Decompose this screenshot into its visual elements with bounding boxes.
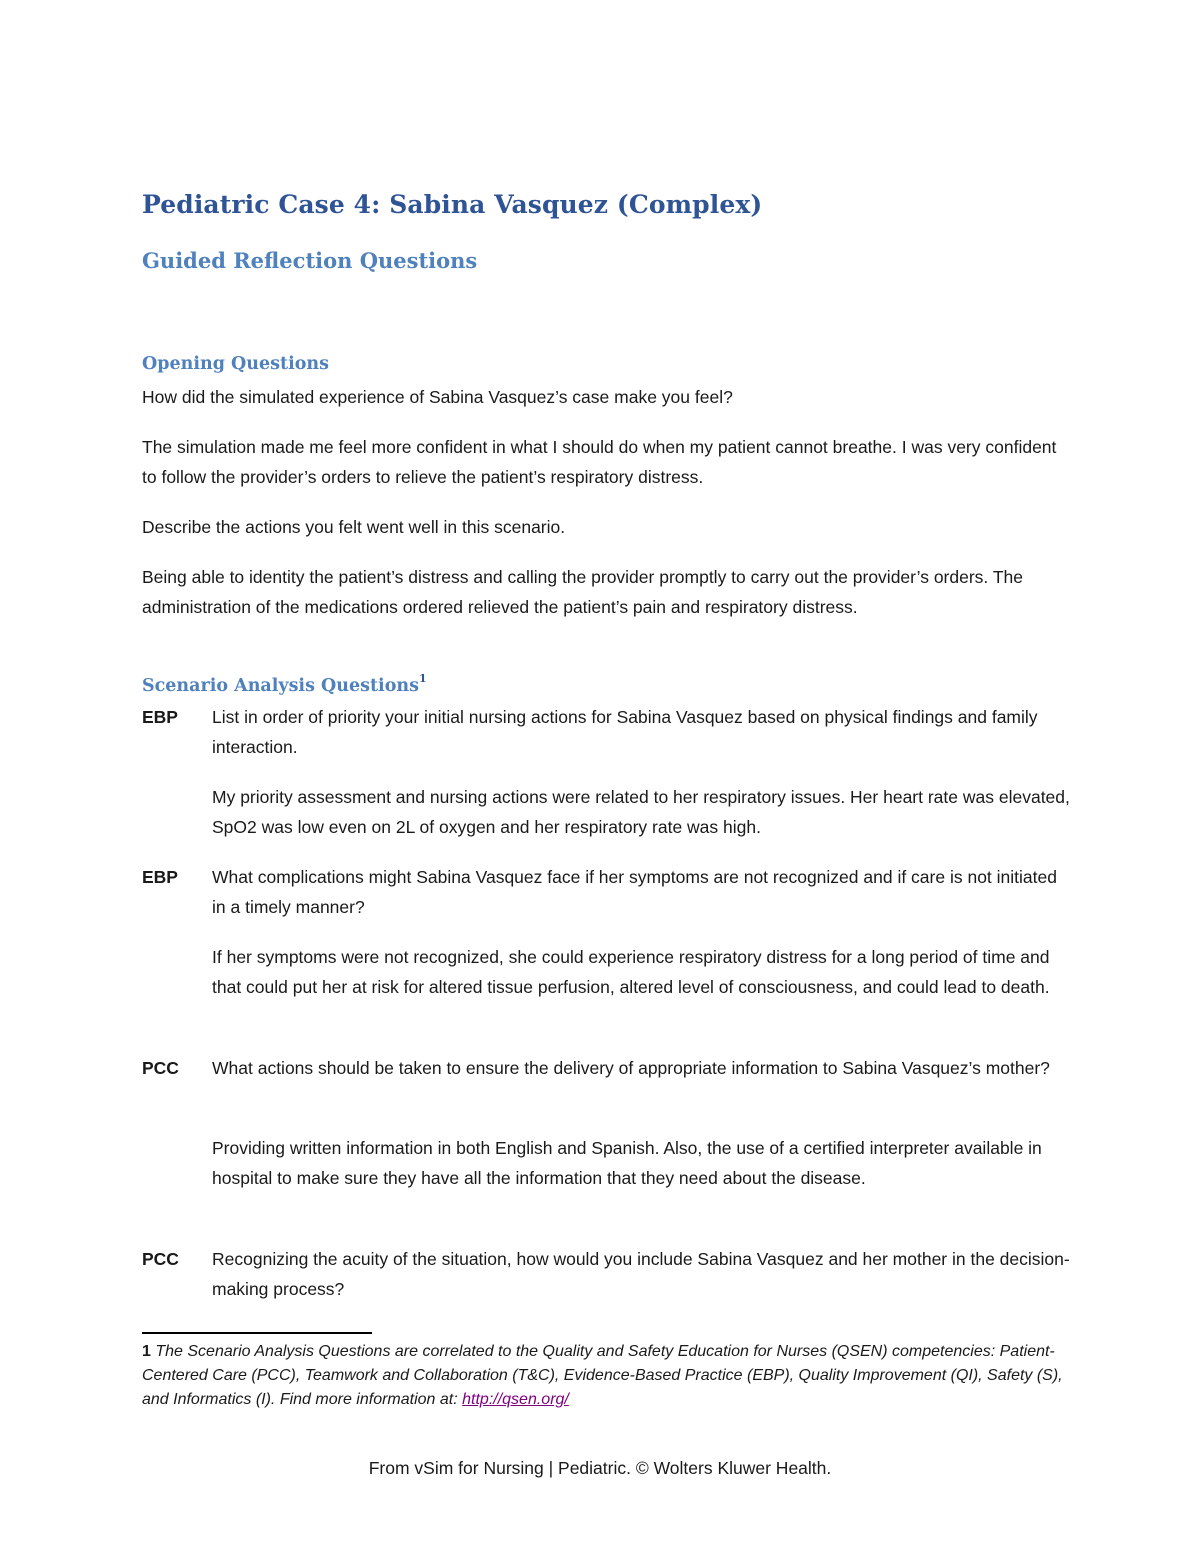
qsen-link[interactable]: http://qsen.org/ — [462, 1391, 569, 1408]
analysis-question: Recognizing the acuity of the situation, how would you include Sabina Vasquez and her mother in the decision-making process? — [212, 1249, 1070, 1299]
opening-answer-1: The simulation made me feel more confident in what I should do when my patient cannot breathe. I was very confident to follow the provider’s orders to relieve the patient’s respiratory distress. — [142, 437, 1057, 487]
analysis-answer: My priority assessment and nursing actions were related to her respiratory issues. Her heart rate was elevated, SpO2 was low even on 2L of oxygen and her respiratory rate was high. — [212, 787, 1070, 837]
page-title: Pediatric Case 4: Sabina Vasquez (Complex) — [142, 190, 763, 219]
analysis-question: What complications might Sabina Vasquez face if her symptoms are not recognized and if care is not initiated in a timely manner? — [212, 867, 1057, 917]
opening-answer-2: Being able to identity the patient’s distress and calling the provider promptly to carry out the provider’s orders. The administration of the medications ordered relieved the patient’s pain and respiratory distress. — [142, 567, 1023, 617]
page-subtitle: Guided Reflection Questions — [142, 248, 478, 273]
footnote-number: 1 — [142, 1343, 151, 1360]
competency-tag: EBP — [142, 867, 178, 887]
footnote-text: The Scenario Analysis Questions are correlated to the Quality and Safety Education for Nurses (QSEN) competencies: Patient-Centered Care (PCC), Teamwork and Collaboration (T&C), Evidence-Based Practice (EBP), Quality Improvement (QI), Safety (S), and Informatics (I). Find more information at: — [142, 1343, 1063, 1408]
page-footer: From vSim for Nursing | Pediatric. © Wolters Kluwer Health. — [368, 1458, 832, 1478]
scenario-analysis-heading — [142, 674, 427, 696]
competency-tag: EBP — [142, 707, 178, 727]
analysis-question: What actions should be taken to ensure the delivery of appropriate information to Sabina Vasquez’s mother? — [212, 1058, 1050, 1078]
scenario-analysis-heading-text: Scenario Analysis Questions — [142, 675, 419, 696]
footnote-separator — [142, 1332, 372, 1334]
competency-tag: PCC — [142, 1249, 179, 1269]
opening-question-1: How did the simulated experience of Sabina Vasquez’s case make you feel? — [142, 387, 733, 407]
analysis-answer: Providing written information in both English and Spanish. Also, the use of a certified interpreter available in hospital to make sure they have all the information that they need about the disease. — [212, 1138, 1042, 1188]
competency-tag: PCC — [142, 1058, 179, 1078]
opening-questions-heading: Opening Questions — [142, 354, 329, 374]
footnote — [142, 1340, 1072, 1412]
footnote-reference: 1 — [418, 672, 427, 685]
analysis-answer: If her symptoms were not recognized, she could experience respiratory distress for a long period of time and that could put her at risk for altered tissue perfusion, altered level of consciousness, and could lead to death. — [212, 947, 1050, 997]
analysis-question: List in order of priority your initial nursing actions for Sabina Vasquez based on physical findings and family interaction. — [212, 707, 1038, 757]
opening-question-2: Describe the actions you felt went well in this scenario. — [142, 517, 566, 537]
